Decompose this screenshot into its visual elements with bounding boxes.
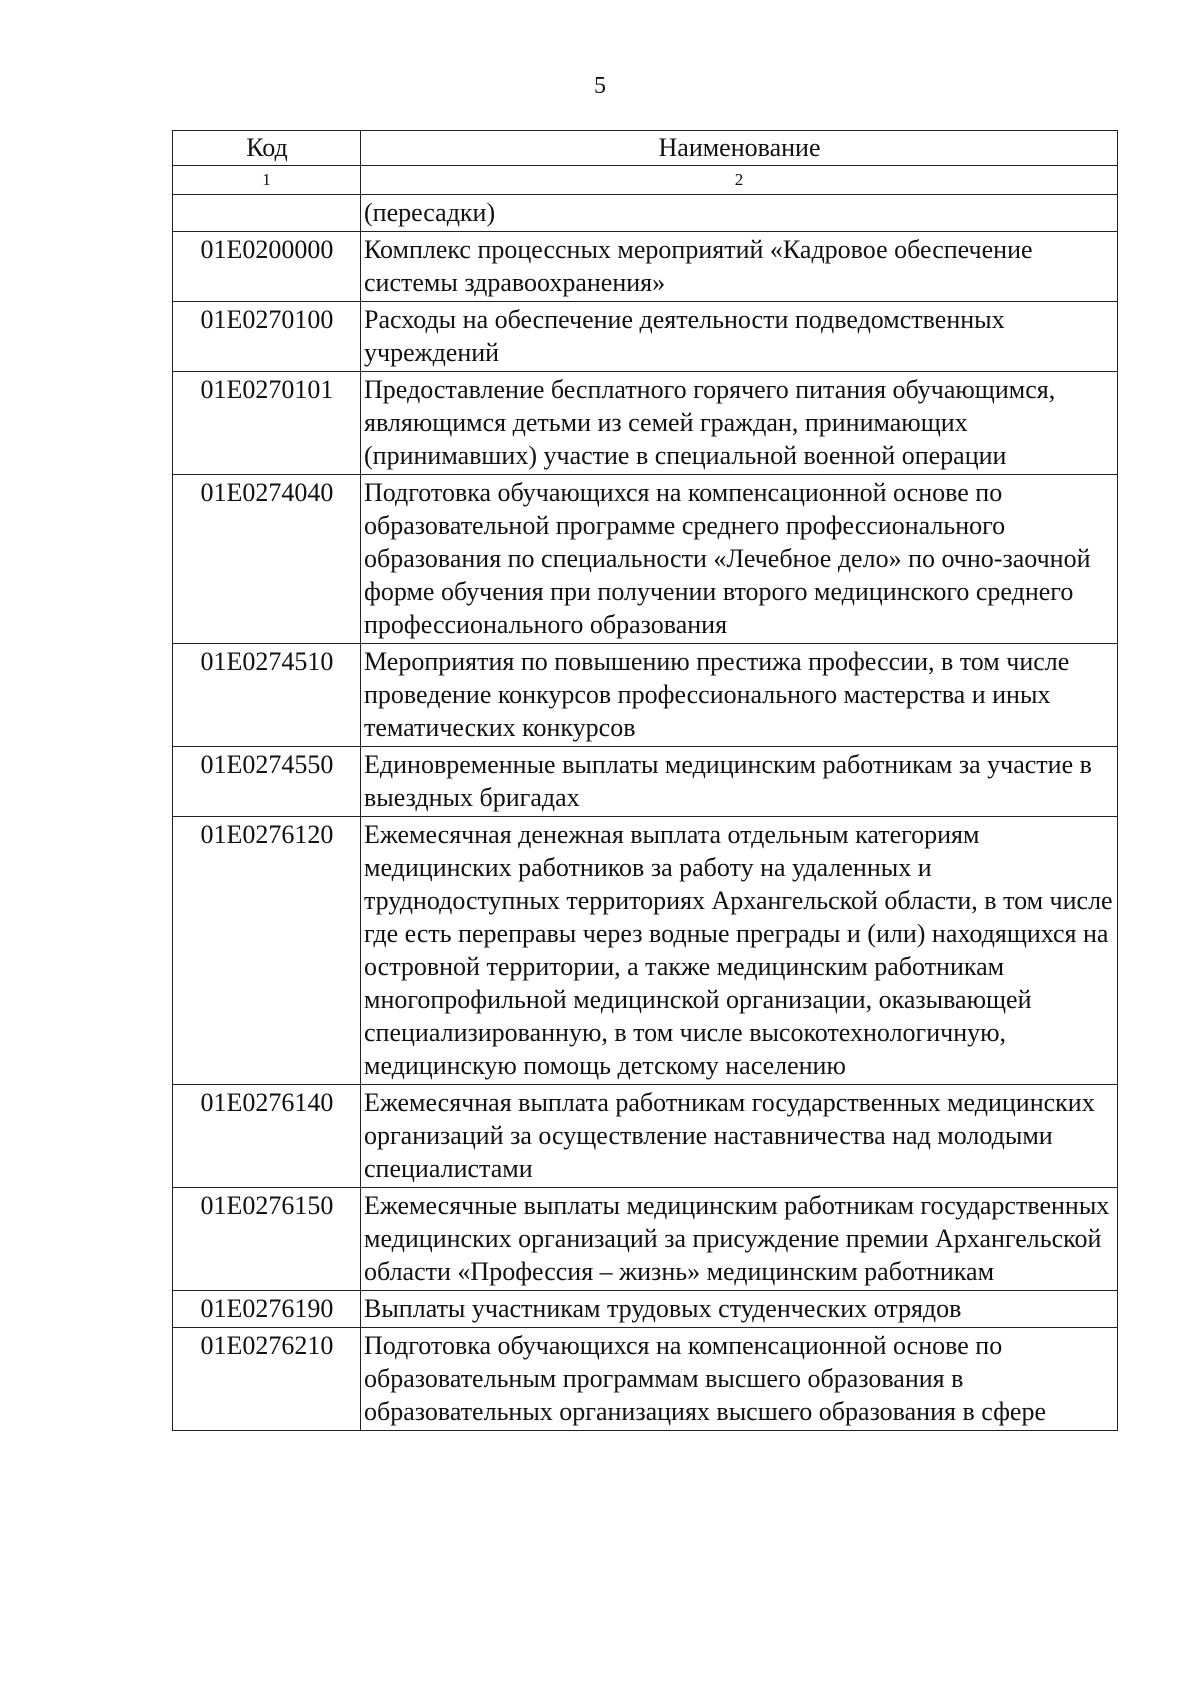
table-row <box>173 195 1118 232</box>
row-name: Подготовка обучающихся на компенсационной основе по образовательной программе среднего профессионального образования по специальности «Лечебное дело» по очно-заочной форме обучения при получении второго медицинского среднего профессионального образования <box>361 475 1118 644</box>
column-number-row <box>173 166 1118 195</box>
row-name: Единовременные выплаты медицинским работникам за участие в выездных бригадах <box>361 747 1118 817</box>
row-code: 01Е0274510 <box>173 644 361 747</box>
row-name: Ежемесячная выплата работникам государственных медицинских организаций за осуществление наставничества над молодыми специалистами <box>361 1085 1118 1188</box>
row-name: Выплаты участникам трудовых студенческих отрядов <box>361 1291 1118 1328</box>
column-header-name: Наименование <box>361 131 1118 166</box>
table-row <box>173 1328 1118 1431</box>
budget-code-table <box>172 130 1118 1431</box>
table-row <box>173 1291 1118 1328</box>
row-code: 01Е0274550 <box>173 747 361 817</box>
column-number-code: 1 <box>173 166 361 195</box>
row-name: Предоставление бесплатного горячего питания обучающимся, являющимся детьми из семей граждан, принимающих (принимавших) участие в специальной военной операции <box>361 372 1118 475</box>
row-name: Ежемесячные выплаты медицинским работникам государственных медицинских организаций за присуждение премии Архангельской области «Профессия – жизнь» медицинским работникам <box>361 1188 1118 1291</box>
row-name: Комплекс процессных мероприятий «Кадровое обеспечение системы здравоохранения» <box>361 232 1118 302</box>
table-header-row <box>173 131 1118 166</box>
row-code: 01Е0276190 <box>173 1291 361 1328</box>
row-code: 01Е0276140 <box>173 1085 361 1188</box>
table-row <box>173 747 1118 817</box>
row-name: Расходы на обеспечение деятельности подведомственных учреждений <box>361 302 1118 372</box>
row-code: 01Е0200000 <box>173 232 361 302</box>
row-code: 01Е0270100 <box>173 302 361 372</box>
row-code: 01Е0270101 <box>173 372 361 475</box>
row-name: Ежемесячная денежная выплата отдельным категориям медицинских работников за работу на удаленных и труднодоступных территориях Архангельской области, в том числе где есть переправы через водные преграды и (или) находящихся на островной территории, а также медицинским работникам многопрофильной медицинской организации, оказывающей специализированную, в том числе высокотехнологичную, медицинскую помощь детскому населению <box>361 817 1118 1085</box>
column-header-code: Код <box>173 131 361 166</box>
table-row <box>173 232 1118 302</box>
table-row <box>173 1188 1118 1291</box>
row-name: Подготовка обучающихся на компенсационной основе по образовательным программам высшего образования в образовательных организациях высшего образования в сфере <box>361 1328 1118 1431</box>
table-row <box>173 644 1118 747</box>
table-row <box>173 1085 1118 1188</box>
table-row <box>173 475 1118 644</box>
row-code: 01Е0274040 <box>173 475 361 644</box>
table-row <box>173 302 1118 372</box>
row-name: Мероприятия по повышению престижа профессии, в том числе проведение конкурсов профессионального мастерства и иных тематических конкурсов <box>361 644 1118 747</box>
page-number: 5 <box>594 73 606 99</box>
table-row <box>173 372 1118 475</box>
table-row <box>173 817 1118 1085</box>
row-name: (пересадки) <box>361 195 1118 232</box>
row-code: 01Е0276120 <box>173 817 361 1085</box>
column-number-name: 2 <box>361 166 1118 195</box>
row-code: 01Е0276210 <box>173 1328 361 1431</box>
row-code: 01Е0276150 <box>173 1188 361 1291</box>
row-code <box>173 195 361 232</box>
